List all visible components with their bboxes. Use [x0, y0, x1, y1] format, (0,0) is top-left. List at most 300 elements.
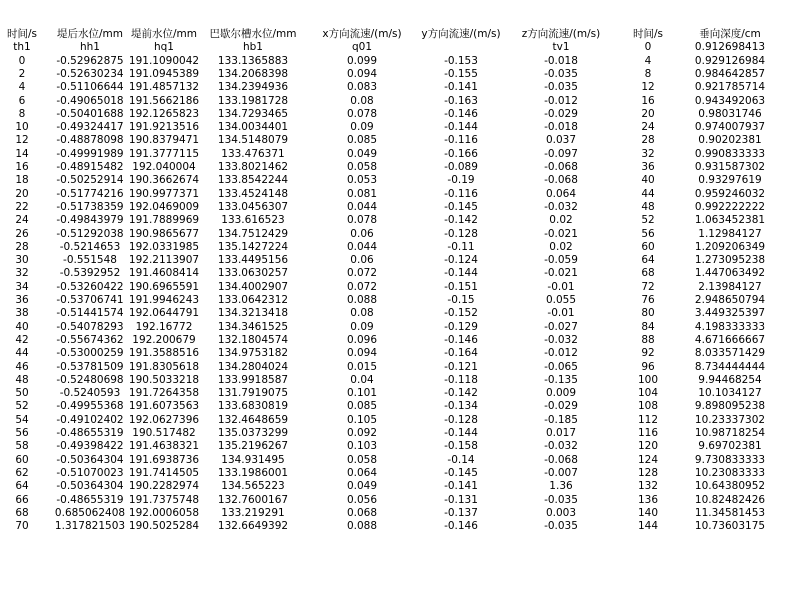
cell[interactable]: -0.116: [444, 134, 478, 147]
cell[interactable]: 0.04: [350, 373, 374, 386]
cell[interactable]: 44: [15, 347, 29, 360]
cell[interactable]: 192.16772: [135, 320, 193, 333]
cell[interactable]: 60: [15, 453, 29, 466]
cell[interactable]: -0.49102402: [56, 413, 124, 426]
cell[interactable]: -0.059: [544, 254, 578, 267]
cell[interactable]: 191.6073563: [128, 400, 200, 413]
cell[interactable]: 40: [641, 174, 655, 187]
cell[interactable]: 0.992222222: [694, 200, 766, 213]
cell[interactable]: -0.144: [444, 427, 478, 439]
cell[interactable]: -0.14: [447, 453, 475, 466]
cell[interactable]: [412, 41, 510, 54]
cell[interactable]: -0.118: [444, 373, 478, 386]
cell[interactable]: 0.009: [545, 387, 577, 400]
cell[interactable]: 0.06: [350, 254, 374, 267]
cell[interactable]: 191.4857132: [128, 81, 200, 94]
cell[interactable]: 135.0373299: [217, 427, 289, 439]
cell[interactable]: 132.6649392: [217, 520, 289, 533]
cell[interactable]: 堤前水位/mm: [131, 28, 197, 40]
cell[interactable]: -0.029: [544, 107, 578, 120]
cell[interactable]: 135.1427224: [217, 240, 289, 253]
cell[interactable]: 2: [18, 67, 26, 80]
cell[interactable]: -0.142: [444, 387, 478, 400]
cell[interactable]: 134.9753182: [217, 347, 289, 360]
cell[interactable]: 22: [15, 200, 29, 213]
cell[interactable]: -0.153: [444, 54, 478, 67]
cell[interactable]: 132: [637, 480, 659, 493]
cell[interactable]: -0.151: [444, 280, 478, 293]
cell[interactable]: -0.52962875: [56, 54, 124, 67]
cell[interactable]: 190.5025284: [128, 520, 200, 533]
cell[interactable]: 18: [15, 174, 29, 187]
cell[interactable]: 134.2394936: [217, 81, 289, 94]
cell[interactable]: 0.685062408: [54, 506, 126, 519]
cell[interactable]: 191.9946243: [128, 294, 200, 306]
cell[interactable]: 191.6938736: [128, 453, 200, 466]
cell[interactable]: 0.083: [346, 81, 378, 94]
cell[interactable]: -0.068: [544, 453, 578, 466]
cell[interactable]: 0.064: [346, 466, 378, 479]
cell[interactable]: 134.931495: [221, 453, 285, 466]
cell[interactable]: -0.50401688: [56, 107, 124, 120]
cell[interactable]: -0.007: [544, 466, 578, 479]
cell[interactable]: 0.08: [350, 307, 374, 320]
cell[interactable]: -0.551548: [63, 254, 117, 267]
cell[interactable]: 0.078: [346, 214, 378, 227]
cell[interactable]: 56: [15, 427, 29, 439]
cell[interactable]: -0.48878098: [56, 134, 124, 147]
cell[interactable]: -0.129: [444, 320, 478, 333]
cell[interactable]: 12: [641, 81, 655, 94]
cell[interactable]: -0.035: [544, 520, 578, 533]
cell[interactable]: -0.012: [544, 347, 578, 360]
cell[interactable]: 192.0469009: [128, 200, 200, 213]
cell[interactable]: -0.065: [544, 360, 578, 373]
cell[interactable]: -0.50252914: [56, 174, 124, 187]
cell[interactable]: 2.13984127: [698, 280, 762, 293]
cell[interactable]: 133.9918587: [217, 373, 289, 386]
cell[interactable]: 0.08: [350, 94, 374, 107]
cell[interactable]: 136: [637, 493, 659, 506]
cell[interactable]: 16: [641, 94, 655, 107]
cell[interactable]: 191.4608414: [128, 267, 200, 280]
cell[interactable]: -0.53000259: [56, 347, 124, 360]
cell[interactable]: -0.116: [444, 187, 478, 200]
cell[interactable]: 20: [15, 187, 29, 200]
cell[interactable]: 190.5033218: [128, 373, 200, 386]
cell[interactable]: 133.4495156: [217, 254, 289, 267]
cell[interactable]: -0.49324417: [56, 121, 124, 134]
cell[interactable]: 192.040004: [132, 161, 196, 173]
cell[interactable]: 1.317821503: [54, 520, 126, 533]
cell[interactable]: 134.7293465: [217, 107, 289, 120]
cell[interactable]: 0.06: [350, 227, 374, 240]
cell[interactable]: 9.898095238: [694, 400, 766, 413]
cell[interactable]: 0.959246032: [694, 187, 766, 200]
cell[interactable]: 192.0006058: [128, 506, 200, 519]
cell[interactable]: 0.064: [545, 187, 577, 200]
cell[interactable]: 88: [641, 333, 655, 346]
cell[interactable]: 14: [15, 147, 29, 160]
cell[interactable]: 10.64380952: [694, 480, 766, 493]
cell[interactable]: 133.1365883: [217, 54, 289, 67]
cell[interactable]: 191.3777115: [128, 147, 200, 160]
cell[interactable]: 0.90202381: [698, 134, 762, 147]
cell[interactable]: 时间/s: [632, 28, 663, 40]
cell[interactable]: 24: [15, 214, 29, 227]
cell[interactable]: 0.990833333: [694, 147, 766, 160]
cell[interactable]: 192.0644791: [128, 307, 200, 320]
cell[interactable]: -0.01: [547, 280, 575, 293]
cell[interactable]: 38: [15, 307, 29, 320]
cell[interactable]: -0.128: [444, 227, 478, 240]
cell[interactable]: 0.103: [346, 440, 378, 453]
cell[interactable]: 58: [15, 440, 29, 453]
cell[interactable]: -0.141: [444, 81, 478, 94]
cell[interactable]: -0.52630234: [56, 67, 124, 80]
cell[interactable]: 10.23337302: [694, 413, 766, 426]
cell[interactable]: 190.6965591: [128, 280, 200, 293]
cell[interactable]: 68: [641, 267, 655, 280]
cell[interactable]: 2.948650794: [694, 294, 766, 306]
cell[interactable]: 0.101: [346, 387, 378, 400]
cell[interactable]: -0.027: [544, 320, 578, 333]
cell[interactable]: -0.018: [544, 121, 578, 134]
cell[interactable]: 64: [641, 254, 655, 267]
cell[interactable]: 191.7264358: [128, 387, 200, 400]
cell[interactable]: 144: [637, 520, 659, 533]
cell[interactable]: -0.164: [444, 347, 478, 360]
cell[interactable]: 0.921785714: [694, 81, 766, 94]
cell[interactable]: -0.128: [444, 413, 478, 426]
cell[interactable]: 44: [641, 187, 655, 200]
cell[interactable]: 60: [641, 240, 655, 253]
cell[interactable]: 10.23083333: [694, 466, 766, 479]
cell[interactable]: 4.671666667: [694, 333, 766, 346]
cell[interactable]: 132.1804574: [217, 333, 289, 346]
cell[interactable]: 0.015: [346, 360, 378, 373]
cell[interactable]: -0.155: [444, 67, 478, 80]
cell[interactable]: 192.2113907: [128, 254, 200, 267]
cell[interactable]: -0.49398422: [56, 440, 124, 453]
cell[interactable]: 132.7600167: [217, 493, 289, 506]
cell[interactable]: 134.4002907: [217, 280, 289, 293]
cell[interactable]: 48: [15, 373, 29, 386]
cell[interactable]: -0.032: [544, 440, 578, 453]
cell[interactable]: 133.616523: [221, 214, 285, 227]
cell[interactable]: hq1: [153, 41, 174, 54]
cell[interactable]: 52: [15, 400, 29, 413]
cell[interactable]: 34: [15, 280, 29, 293]
cell[interactable]: -0.5214653: [59, 240, 121, 253]
cell[interactable]: 92: [641, 347, 655, 360]
cell[interactable]: 134.565223: [221, 480, 285, 493]
cell[interactable]: -0.141: [444, 480, 478, 493]
cell[interactable]: x方向流速/(m/s): [322, 28, 402, 40]
cell[interactable]: 10.73603175: [694, 520, 766, 533]
cell[interactable]: -0.146: [444, 520, 478, 533]
cell[interactable]: 12: [15, 134, 29, 147]
cell[interactable]: 72: [641, 280, 655, 293]
cell[interactable]: 0: [644, 41, 652, 54]
cell[interactable]: 1.273095238: [694, 254, 766, 267]
cell[interactable]: 巴歇尔槽水位/mm: [209, 28, 297, 40]
cell[interactable]: -0.11: [447, 240, 475, 253]
cell[interactable]: -0.01: [547, 307, 575, 320]
cell[interactable]: 191.9213516: [128, 121, 200, 134]
cell[interactable]: 191.7889969: [128, 214, 200, 227]
cell[interactable]: 192.1265823: [128, 107, 200, 120]
cell[interactable]: 134.3461525: [217, 320, 289, 333]
cell[interactable]: 135.2196267: [217, 440, 289, 453]
cell[interactable]: 62: [15, 466, 29, 479]
cell[interactable]: 190.2282974: [128, 480, 200, 493]
cell[interactable]: 0.058: [346, 161, 378, 173]
cell[interactable]: th1: [13, 41, 31, 54]
cell[interactable]: 104: [637, 387, 659, 400]
cell[interactable]: 133.1981728: [217, 94, 289, 107]
cell[interactable]: 0.984642857: [694, 67, 766, 80]
cell[interactable]: 0.943492063: [694, 94, 766, 107]
cell[interactable]: -0.49955368: [56, 400, 124, 413]
cell[interactable]: -0.146: [444, 333, 478, 346]
cell[interactable]: 28: [15, 240, 29, 253]
cell[interactable]: 191.4638321: [128, 440, 200, 453]
cell[interactable]: -0.49843979: [56, 214, 124, 227]
cell[interactable]: 0.094: [346, 347, 378, 360]
cell[interactable]: 112: [637, 413, 659, 426]
cell[interactable]: -0.15: [447, 294, 475, 306]
cell[interactable]: 0.056: [346, 493, 378, 506]
cell[interactable]: 191.1090042: [128, 54, 200, 67]
cell[interactable]: -0.152: [444, 307, 478, 320]
cell[interactable]: 9.69702381: [698, 440, 762, 453]
cell[interactable]: hh1: [80, 41, 100, 54]
cell[interactable]: 133.0642312: [217, 294, 289, 306]
cell[interactable]: -0.19: [447, 174, 475, 187]
cell[interactable]: 132.4648659: [217, 413, 289, 426]
cell[interactable]: -0.51292038: [56, 227, 124, 240]
cell[interactable]: 134.2068398: [217, 67, 289, 80]
cell[interactable]: 6: [18, 94, 26, 107]
cell[interactable]: -0.48655319: [56, 493, 124, 506]
cell[interactable]: 4.198333333: [694, 320, 766, 333]
cell[interactable]: 133.6830819: [217, 400, 289, 413]
cell[interactable]: 4: [644, 54, 652, 67]
cell[interactable]: 36: [15, 294, 29, 306]
cell[interactable]: 0.088: [346, 520, 378, 533]
cell[interactable]: 30: [15, 254, 29, 267]
cell[interactable]: 9.94468254: [698, 373, 762, 386]
cell[interactable]: 56: [641, 227, 655, 240]
cell[interactable]: 0.094: [346, 67, 378, 80]
cell[interactable]: -0.068: [544, 174, 578, 187]
cell[interactable]: -0.018: [544, 54, 578, 67]
cell[interactable]: 0.072: [346, 280, 378, 293]
cell[interactable]: -0.134: [444, 400, 478, 413]
cell[interactable]: 0.096: [346, 333, 378, 346]
cell[interactable]: 0.105: [346, 413, 378, 426]
cell[interactable]: 191.8305618: [128, 360, 200, 373]
cell[interactable]: 0.912698413: [694, 41, 766, 54]
cell[interactable]: 10.82482426: [694, 493, 766, 506]
cell[interactable]: -0.145: [444, 200, 478, 213]
cell[interactable]: 10.98718254: [694, 427, 766, 439]
cell[interactable]: -0.145: [444, 466, 478, 479]
cell[interactable]: -0.144: [444, 267, 478, 280]
cell[interactable]: -0.068: [544, 161, 578, 173]
cell[interactable]: 0.055: [545, 294, 577, 306]
cell[interactable]: 垂向深度/cm: [699, 28, 761, 40]
cell[interactable]: 1.12984127: [698, 227, 762, 240]
cell[interactable]: -0.49065018: [56, 94, 124, 107]
cell[interactable]: 1.209206349: [694, 240, 766, 253]
cell[interactable]: 0.044: [346, 240, 378, 253]
cell[interactable]: 80: [641, 307, 655, 320]
cell[interactable]: 46: [15, 360, 29, 373]
cell[interactable]: -0.51070023: [56, 466, 124, 479]
cell[interactable]: 0.068: [346, 506, 378, 519]
cell[interactable]: 0.98031746: [698, 107, 762, 120]
cell[interactable]: -0.035: [544, 67, 578, 80]
cell[interactable]: 10: [15, 121, 29, 134]
cell[interactable]: -0.5392952: [59, 267, 121, 280]
cell[interactable]: -0.135: [544, 373, 578, 386]
cell[interactable]: 116: [637, 427, 659, 439]
cell[interactable]: -0.52480698: [56, 373, 124, 386]
cell[interactable]: 8.734444444: [694, 360, 766, 373]
cell[interactable]: -0.53706741: [56, 294, 124, 306]
cell[interactable]: 54: [15, 413, 29, 426]
cell[interactable]: -0.51738359: [56, 200, 124, 213]
cell[interactable]: 1.36: [549, 480, 573, 493]
cell[interactable]: 0.085: [346, 134, 378, 147]
cell[interactable]: 堤后水位/mm: [57, 28, 123, 40]
cell[interactable]: 0.049: [346, 147, 378, 160]
cell[interactable]: -0.131: [444, 493, 478, 506]
cell[interactable]: 68: [15, 506, 29, 519]
cell[interactable]: 9.730833333: [694, 453, 766, 466]
cell[interactable]: 11.34581453: [694, 506, 766, 519]
cell[interactable]: 64: [15, 480, 29, 493]
cell[interactable]: -0.021: [544, 227, 578, 240]
cell[interactable]: 190.9865677: [128, 227, 200, 240]
cell[interactable]: 3.449325397: [694, 307, 766, 320]
cell[interactable]: 8: [644, 67, 652, 80]
cell[interactable]: 0.09: [350, 320, 374, 333]
cell[interactable]: -0.163: [444, 94, 478, 107]
cell[interactable]: -0.55674362: [56, 333, 124, 346]
cell[interactable]: 0: [18, 54, 26, 67]
cell[interactable]: 70: [15, 520, 29, 533]
cell[interactable]: 8: [18, 107, 26, 120]
cell[interactable]: hb1: [242, 41, 263, 54]
cell[interactable]: 191.7414505: [128, 466, 200, 479]
cell[interactable]: 48: [641, 200, 655, 213]
cell[interactable]: -0.032: [544, 333, 578, 346]
cell[interactable]: 140: [637, 506, 659, 519]
cell[interactable]: -0.48915482: [56, 161, 124, 173]
cell[interactable]: 26: [15, 227, 29, 240]
cell[interactable]: 8.033571429: [694, 347, 766, 360]
cell[interactable]: 40: [15, 320, 29, 333]
cell[interactable]: -0.5240593: [59, 387, 121, 400]
cell[interactable]: -0.54078293: [56, 320, 124, 333]
cell[interactable]: 134.3213418: [217, 307, 289, 320]
cell[interactable]: 0.092: [346, 427, 378, 439]
cell[interactable]: 134.5148079: [217, 134, 289, 147]
cell[interactable]: 191.7375748: [128, 493, 200, 506]
cell[interactable]: 36: [641, 161, 655, 173]
cell[interactable]: 100: [637, 373, 659, 386]
cell[interactable]: q01: [351, 41, 373, 54]
cell[interactable]: 133.0630257: [217, 267, 289, 280]
cell[interactable]: 134.0034401: [217, 121, 289, 134]
cell[interactable]: 96: [641, 360, 655, 373]
cell[interactable]: 133.476371: [221, 147, 285, 160]
cell[interactable]: -0.53781509: [56, 360, 124, 373]
cell[interactable]: 0.058: [346, 453, 378, 466]
cell[interactable]: 134.2804024: [217, 360, 289, 373]
cell[interactable]: 120: [637, 440, 659, 453]
cell[interactable]: 0.072: [346, 267, 378, 280]
cell[interactable]: y方向流速/(m/s): [421, 28, 501, 40]
cell[interactable]: 10.1034127: [698, 387, 762, 400]
cell[interactable]: 131.7919075: [217, 387, 289, 400]
cell[interactable]: 190.517482: [132, 427, 196, 439]
cell[interactable]: tv1: [552, 41, 570, 54]
cell[interactable]: -0.50364304: [56, 480, 124, 493]
cell[interactable]: -0.035: [544, 81, 578, 94]
cell[interactable]: -0.166: [444, 147, 478, 160]
cell[interactable]: -0.185: [544, 413, 578, 426]
cell[interactable]: -0.032: [544, 200, 578, 213]
cell[interactable]: -0.144: [444, 121, 478, 134]
cell[interactable]: 84: [641, 320, 655, 333]
cell[interactable]: 0.931587302: [694, 161, 766, 173]
cell[interactable]: -0.51774216: [56, 187, 124, 200]
cell[interactable]: -0.021: [544, 267, 578, 280]
cell[interactable]: 0.09: [350, 121, 374, 134]
cell[interactable]: 190.3662674: [128, 174, 200, 187]
cell[interactable]: 1.063452381: [694, 214, 766, 227]
cell[interactable]: -0.121: [444, 360, 478, 373]
cell[interactable]: 20: [641, 107, 655, 120]
cell[interactable]: 42: [15, 333, 29, 346]
cell[interactable]: 0.929126984: [694, 54, 766, 67]
cell[interactable]: 66: [15, 493, 29, 506]
cell[interactable]: 133.0456307: [217, 200, 289, 213]
cell[interactable]: 28: [641, 134, 655, 147]
cell[interactable]: -0.142: [444, 214, 478, 227]
cell[interactable]: 128: [637, 466, 659, 479]
cell[interactable]: -0.097: [544, 147, 578, 160]
cell[interactable]: 133.219291: [221, 506, 285, 519]
cell[interactable]: -0.137: [444, 506, 478, 519]
cell[interactable]: 0.044: [346, 200, 378, 213]
cell[interactable]: 191.0945389: [128, 67, 200, 80]
cell[interactable]: 192.0331985: [128, 240, 200, 253]
cell[interactable]: 124: [637, 453, 659, 466]
cell[interactable]: 0.049: [346, 480, 378, 493]
cell[interactable]: 134.7512429: [217, 227, 289, 240]
cell[interactable]: 108: [637, 400, 659, 413]
cell[interactable]: 191.3588516: [128, 347, 200, 360]
cell[interactable]: -0.146: [444, 107, 478, 120]
cell[interactable]: -0.124: [444, 254, 478, 267]
cell[interactable]: -0.089: [444, 161, 478, 173]
cell[interactable]: 32: [15, 267, 29, 280]
